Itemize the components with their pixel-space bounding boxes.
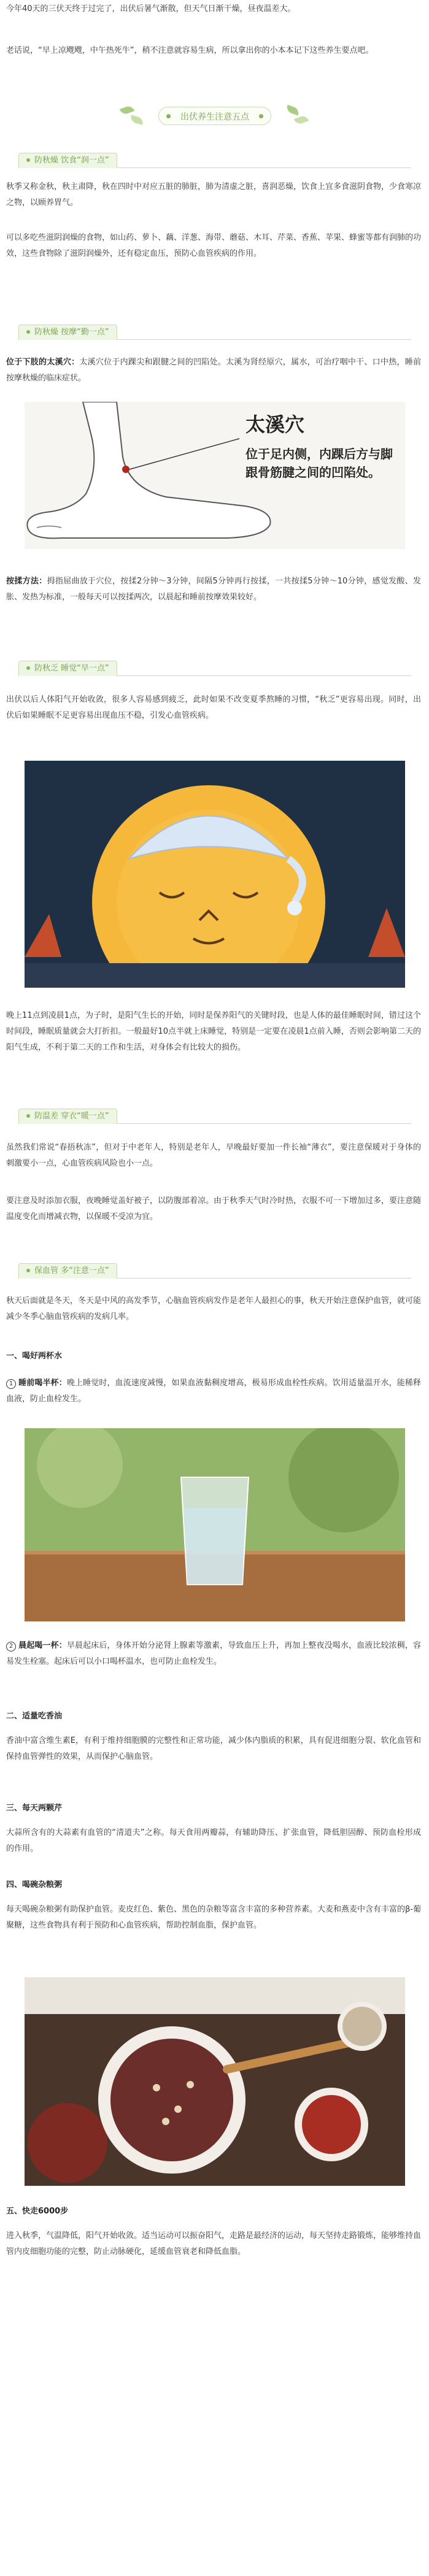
section-tag-3: 防秋乏 睡觉“早一点”: [18, 661, 117, 676]
acupoint-marker: [122, 466, 129, 473]
tip-1-item-2-label: 晨起喝一杯：: [18, 1641, 67, 1650]
method-text: 拇指屈曲放于穴位，按揉2分钟～3分钟，间隔5分钟再行按揉，一共按揉5分钟～10分钟，感觉发酸、发胀、发热为标准，一般每天可以按揉两次，以晨起和睡前按摩效果较好。: [6, 577, 421, 602]
tip-1-item-1-text: 晚上睡觉时，血流速度减慢，如果血液黏稠度增高，极易形成血栓性疾病。饮用适量温开水，能稀释血液，防止血栓发生。: [6, 1378, 421, 1404]
section-tag-5: 保血管 多“注意一点”: [18, 1263, 117, 1278]
section-tag-2: 防秋燥 按摩“勤一点”: [18, 325, 117, 340]
section-4-paragraph-1: 虽然我们常说“春捂秋冻”，但对于中老年人，特别是老年人，早晚最好要加一件长袖“薄衣”，要注意保暖对于身体的刺激要小一点，心血管疾病风险也小一点。: [6, 1143, 421, 1168]
grain-porridge-image: [25, 1977, 405, 2186]
acupoint-label-text: 位于足内侧，内踝后方与脚跟骨筋腱之间的凹陷处。: [245, 447, 393, 480]
tip-1-item-1-label: 睡前喝半杯：: [18, 1378, 67, 1388]
moon-illustration: [25, 761, 405, 988]
dot-icon: [166, 114, 171, 118]
number-badge: 1: [6, 1379, 16, 1389]
method-label: 按揉方法：: [6, 577, 47, 586]
taixi-acupoint-image: [25, 402, 405, 549]
tip-3-heading: 三、每天两颗芹: [6, 1804, 63, 1813]
tip-1-item-2: [6, 1638, 421, 1670]
leaf-icon: [285, 105, 300, 116]
tip-1-heading: 一、喝好两杯水: [6, 1351, 63, 1361]
section-2-lead-text: 太溪穴位于内踝尖和跟腱之间的凹陷处。太溪为肾经原穴，属水，可治疗咽中干、口中热，睡前按摩秋燥的临床症状。: [6, 358, 421, 383]
number-badge: 2: [6, 1642, 16, 1651]
tip-1-item-1: [6, 1375, 421, 1407]
intro-paragraph-1: 今年40天的三伏天终于过完了，出伏后暑气渐散，但天气日渐干燥，昼夜温差大。: [6, 4, 296, 13]
section-header-5: [18, 1264, 411, 1278]
section-tag-1: 防秋燥 饮食“润一点”: [18, 153, 117, 168]
tip-2-heading: 二、适量吃香油: [6, 1712, 63, 1721]
tip-5-heading: 五、快走6000步: [6, 2207, 69, 2216]
section-header-3: [18, 661, 411, 676]
section-header-1: [18, 153, 411, 168]
porridge-illustration: [25, 1977, 405, 2186]
leaf-icon: [294, 115, 309, 126]
dot-icon: [259, 114, 263, 118]
intro-paragraph-2: 老话说，“早上凉飕飕，中午热死牛”，稍不注意就容易生病，所以拿出你的小本本记下这些养生要点吧。: [6, 46, 374, 55]
section-4-paragraph-2: 要注意及时添加衣服，夜晚睡觉盖好被子，以防腹部着凉。由于秋季天气时冷时热，衣服不可一下增加过多，要注意随温度变化而增减衣物，以保暖不受凉为宜。: [6, 1196, 422, 1221]
section-2-lead: [6, 355, 421, 386]
water-glass-image: [25, 1428, 405, 1621]
leaf-icon: [120, 105, 134, 116]
tip-4-heading: 四、喝碗杂粮粥: [6, 1880, 63, 1890]
sleeping-moon-image: [25, 761, 405, 988]
leaf-icon: [129, 115, 144, 125]
section-3-paragraph-1: 出伏以后人体阳气开始收敛，很多人容易感到疲乏，此时如果不改变夏季熬睡的习惯，“秋乏”更容易出现。同时，出伏后如果睡眠不足更容易出现血压不稳，引发心血管疾病。: [6, 695, 421, 720]
section-header-2: [18, 325, 411, 340]
tip-5-text: 进入秋季，气温降低，阳气开始收敛。适当运动可以振奋阳气，走路是最经济的运动，每天坚持走路锻炼，能够维持血管内皮细胞功能的完整，防止动脉硬化，延缓血管衰老和降低血脂。: [6, 2231, 422, 2256]
tip-3-text: 大蒜所含有的大蒜素有血管的“清道夫”之称。每天食用两瓣蒜，有辅助降压、扩张血管，降低胆固醇、预防血栓形成的作用。: [6, 1828, 421, 1853]
banner-title: 出伏养生注意五点: [180, 112, 249, 122]
section-tag-4: 防温差 穿衣“暖一点”: [18, 1109, 117, 1124]
section-header-4: [18, 1109, 411, 1124]
water-glass-illustration: [25, 1428, 405, 1621]
section-banner: [0, 98, 429, 135]
section-1-paragraph-1: 秋季又称金秋，秋主肃降，秋在四时中对应五脏的肺脏，肺为清虚之脏，喜润恶燥，饮食上宜多食滋阴食物，少食寒凉之物，以顾养胃气。: [6, 182, 422, 207]
acupoint-label-title: 太溪穴: [245, 413, 305, 436]
section-1-paragraph-2: 可以多吃些滋阴润燥的食物，如山药、萝卜、藕、洋葱、海带、蘑菇、木耳、芹菜、香蕉、苹果、蜂蜜等都有润肺的功效，这些食物除了滋阴润燥外，还有稳定血压，预防心血管疾病的作用。: [6, 233, 422, 258]
tip-2-text: 香油中富含维生素E，有利于维持细胞膜的完整性和正常功能，减少体内脂质的积累，具有促进细胞分裂、软化血管和保持血管弹性的效果，从而保护心脑血管。: [6, 1736, 421, 1761]
tip-1-item-2-text: 早晨起床后，身体开始分泌肾上腺素等激素，导致血压上升，再加上整夜没喝水，血液比较浓稠，容易发生栓塞。起床后可以小口喝杯温水，也可防止血栓发生。: [6, 1641, 421, 1666]
section-2-method: [6, 574, 421, 606]
section-3-paragraph-2: 晚上11点到凌晨1点，为子时，是阳气生长的开始，同时是保养阳气的关键时段，也是人体的最佳睡眠时间，错过这个时间段，睡眠质量就会大打折扣。一般最好10点半就上床睡觉，特别是一定要在凌晨1点前入睡，否则会影响第二天的阳气生成，不利于第二天的工作和生活，对身体会有比较大的损伤。: [6, 1011, 421, 1052]
section-5-paragraph-1: 秋天后面就是冬天，冬天是中风的高发季节，心脑血管疾病发作是老年人最担心的事，秋天开始注意保护血管，就可能减少冬季心脑血管疾病的发病几率。: [6, 1296, 422, 1321]
tip-4-text: 每天喝碗杂粮粥有助保护血管。麦皮红色、紫色、黑色的杂粮等富含丰富的多种营养素。大麦和燕麦中含有丰富的β-葡聚糖，这些食物具有利于预防和心血管疾病，帮助控制血脂，保护血管。: [6, 1905, 421, 1930]
banner-pill: [158, 107, 271, 125]
section-2-lead-bold: 位于下肢的太溪穴：: [6, 358, 80, 367]
